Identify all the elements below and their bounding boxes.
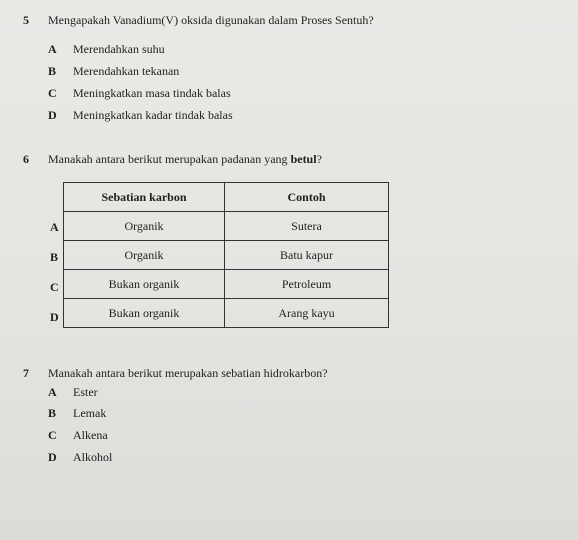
option-text[interactable]: Meningkatkan kadar tindak balas bbox=[73, 108, 233, 122]
option-text[interactable]: Lemak bbox=[73, 406, 107, 420]
option-letter[interactable]: B bbox=[48, 64, 57, 78]
row-letter[interactable]: A bbox=[50, 220, 59, 234]
option-text[interactable]: Meningkatkan masa tindak balas bbox=[73, 86, 231, 100]
row-letter[interactable]: B bbox=[50, 250, 59, 264]
table-row bbox=[64, 212, 389, 241]
table-cell: Arang kayu bbox=[225, 299, 389, 328]
option-letter[interactable]: C bbox=[48, 86, 57, 100]
table-row bbox=[64, 299, 389, 328]
row-letter[interactable]: C bbox=[50, 280, 59, 294]
question-text: Manakah antara berikut merupakan sebatian hidrokarbon? bbox=[48, 366, 328, 380]
answer-table bbox=[63, 182, 389, 328]
table-row bbox=[64, 270, 389, 299]
question-text-part: Manakah antara berikut merupakan padanan yang bbox=[48, 152, 291, 166]
question-number: 7 bbox=[23, 366, 29, 380]
question-number: 6 bbox=[23, 152, 29, 166]
table-header-row bbox=[64, 183, 389, 212]
table-cell: Bukan organik bbox=[64, 270, 225, 299]
table-header: Sebatian karbon bbox=[64, 183, 225, 212]
option-letter[interactable]: A bbox=[48, 42, 57, 56]
table-cell: Organik bbox=[64, 241, 225, 270]
table-header: Contoh bbox=[225, 183, 389, 212]
question-number: 5 bbox=[23, 13, 29, 27]
option-letter[interactable]: B bbox=[48, 406, 57, 420]
table-cell: Sutera bbox=[225, 212, 389, 241]
option-text[interactable]: Alkohol bbox=[73, 450, 113, 464]
option-text[interactable]: Alkena bbox=[73, 428, 108, 442]
question-text bbox=[48, 152, 322, 167]
table-cell: Batu kapur bbox=[225, 241, 389, 270]
option-letter[interactable]: D bbox=[48, 108, 57, 122]
table-row bbox=[64, 241, 389, 270]
question-text-part: ? bbox=[316, 152, 322, 166]
option-text[interactable]: Merendahkan tekanan bbox=[73, 64, 180, 78]
option-letter[interactable]: C bbox=[48, 428, 57, 442]
option-letter[interactable]: D bbox=[48, 450, 57, 464]
option-text[interactable]: Ester bbox=[73, 385, 98, 399]
option-letter[interactable]: A bbox=[48, 385, 57, 399]
table-cell: Petroleum bbox=[225, 270, 389, 299]
row-letter[interactable]: D bbox=[50, 310, 59, 324]
table-cell: Bukan organik bbox=[64, 299, 225, 328]
question-text-emphasis: betul bbox=[290, 152, 317, 166]
option-text[interactable]: Merendahkan suhu bbox=[73, 42, 165, 56]
question-text: Mengapakah Vanadium(V) oksida digunakan dalam Proses Sentuh? bbox=[48, 13, 374, 27]
table-cell: Organik bbox=[64, 212, 225, 241]
